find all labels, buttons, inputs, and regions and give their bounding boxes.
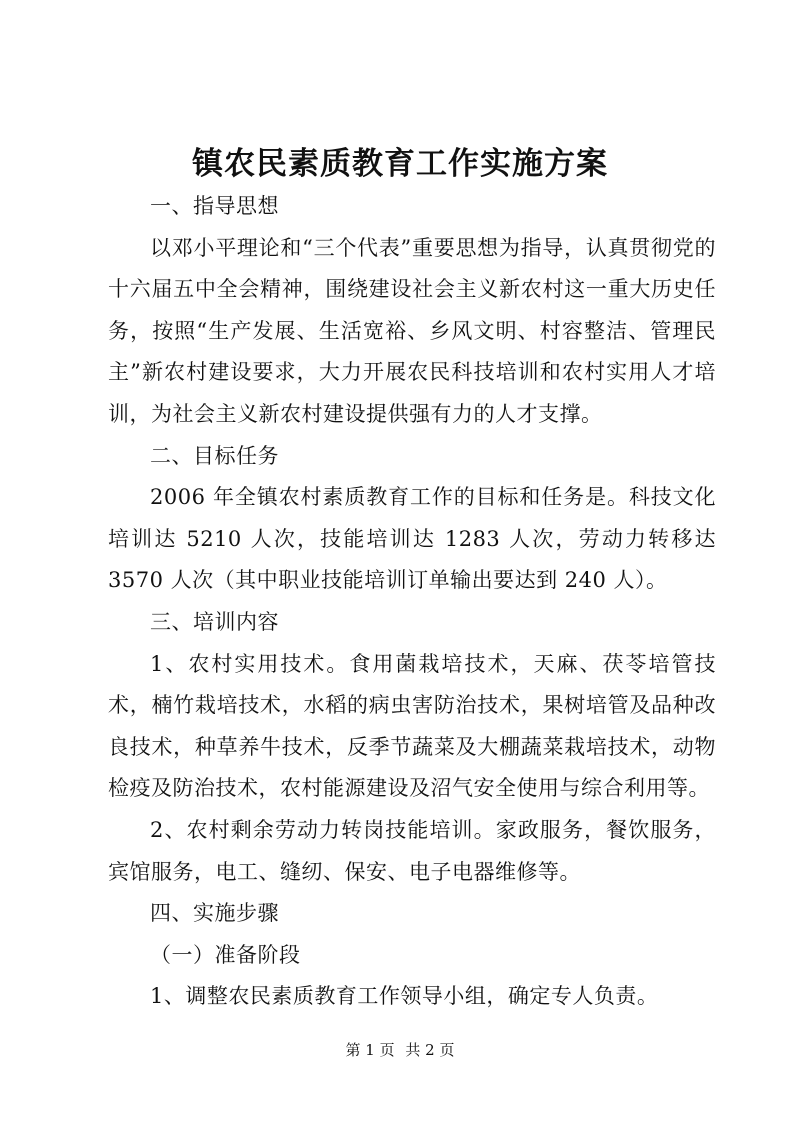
paragraph-adjust-leadership-group: 1、调整农民素质教育工作领导小组，确定专人负责。	[150, 984, 659, 1009]
paragraph-labor-transfer-training: 2、农村剩余劳动力转岗技能培训。家政服务，餐饮服务，宾馆服务，电工、缝纫、保安、电子电器维修等。	[108, 817, 716, 884]
page-footer	[0, 1040, 800, 1060]
page-number: 第 1 页	[345, 1041, 395, 1059]
paragraph-guiding-ideology: 以邓小平理论和“三个代表”重要思想为指导，认真贯彻党的十六届五中全会精神，围绕建设社会主义新农村这一重大历史任务，按照“生产发展、生活宽裕、乡风文明、村容整洁、管理民主”新农村建设要求，大力开展农民科技培训和农村实用人才培训，为社会主义新农村建设提供强有力的人才支撑。	[108, 235, 716, 426]
paragraph-practical-techniques: 1、农村实用技术。食用菌栽培技术，天麻、茯苓培管技术，楠竹栽培技术，水稻的病虫害防治技术，果树培管及品种改良技术，种草养牛技术，反季节蔬菜及大棚蔬菜栽培技术，动物检疫及防治技术，农村能源建设及沼气安全使用与综合利用等。	[108, 651, 716, 801]
document-title: 镇农民素质教育工作实施方案	[192, 146, 608, 182]
section-heading-implementation-steps: 四、实施步骤	[150, 901, 279, 926]
subsection-heading-preparation: （一）准备阶段	[150, 942, 301, 967]
page-total: 共 2 页	[405, 1041, 455, 1059]
section-heading-goals: 二、目标任务	[150, 443, 279, 468]
document-body	[108, 186, 716, 1018]
section-heading-training-content: 三、培训内容	[150, 609, 279, 634]
section-heading-guiding-ideology: 一、指导思想	[150, 194, 279, 218]
paragraph-goals: 2006 年全镇农村素质教育工作的目标和任务是。科技文化培训达 5210 人次，技能培训达 1283 人次，劳动力转移达 3570 人次（其中职业技能培训订单输出要达到 240 人）。	[108, 485, 716, 593]
